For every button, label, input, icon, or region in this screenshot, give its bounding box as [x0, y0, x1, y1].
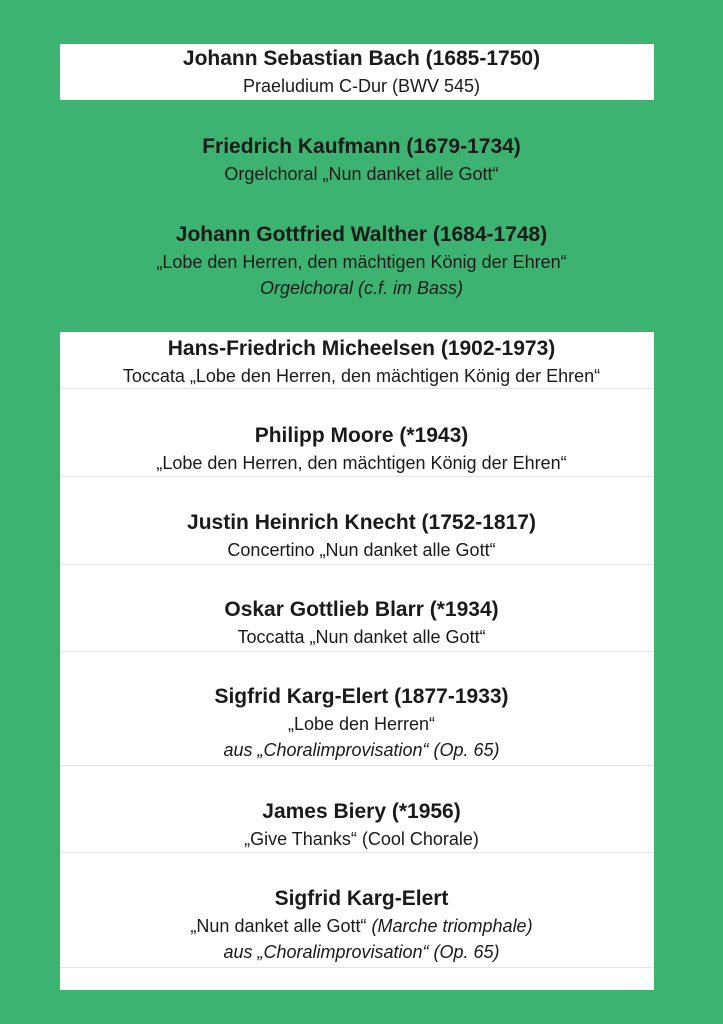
work-source: aus „Choralimprovisation“ (Op. 65) [223, 942, 500, 962]
divider [60, 765, 654, 766]
composer-name: Philipp Moore (*1943) [254, 424, 469, 447]
program-entry-biery [0, 798, 723, 852]
work-source: aus „Choralimprovisation“ (Op. 65) [223, 740, 500, 760]
composer-name: Oskar Gottlieb Blarr (*1934) [224, 598, 499, 621]
composer-name: Johann Gottfried Walther (1684-1748) [175, 223, 548, 246]
composer-name: Friedrich Kaufmann (1679-1734) [202, 135, 521, 158]
composer-name: Hans-Friedrich Micheelsen (1902-1973) [167, 337, 556, 360]
work-title: „Lobe den Herren, den mächtigen König der Ehren“ [156, 252, 567, 272]
work-title: Orgelchoral „Nun danket alle Gott“ [224, 164, 499, 184]
composer-name: Sigfrid Karg-Elert [274, 887, 449, 910]
work-subtitle: (Marche triomphale) [371, 916, 533, 936]
composer-name: James Biery (*1956) [262, 800, 461, 823]
divider [60, 852, 654, 853]
work-title: Toccatta „Nun danket alle Gott“ [237, 627, 486, 647]
work-title: „Give Thanks“ (Cool Chorale) [244, 829, 479, 849]
program-entry-karg-elert-2 [0, 885, 723, 965]
work-title: Concertino „Nun danket alle Gott“ [227, 540, 496, 560]
divider [60, 564, 654, 565]
work-title: „Lobe den Herren, den mächtigen König der Ehren“ [156, 453, 567, 473]
work-note: Orgelchoral (c.f. im Bass) [259, 278, 464, 298]
work-title: Praeludium C-Dur (BWV 545) [242, 76, 481, 96]
program-entry-micheelsen [0, 335, 723, 389]
work-title: Toccata „Lobe den Herren, den mächtigen König der Ehren“ [122, 366, 601, 386]
program-entry-walther [0, 221, 723, 301]
program-entry-bach [0, 45, 723, 99]
composer-name: Justin Heinrich Knecht (1752-1817) [187, 511, 536, 534]
program-entry-kaufmann [0, 133, 723, 187]
divider [60, 651, 654, 652]
program-entry-knecht [0, 509, 723, 563]
program-entry-karg-elert-1 [0, 683, 723, 763]
program-entry-blarr [0, 596, 723, 650]
work-title [0, 913, 723, 939]
divider [60, 967, 654, 968]
work-title: „Lobe den Herren“ [287, 714, 436, 734]
work-title-text: „Nun danket alle Gott“ [190, 916, 372, 936]
composer-name: Johann Sebastian Bach (1685-1750) [182, 47, 541, 70]
program-entry-moore [0, 422, 723, 476]
composer-name: Sigfrid Karg-Elert (1877-1933) [214, 685, 509, 708]
divider [60, 476, 654, 477]
